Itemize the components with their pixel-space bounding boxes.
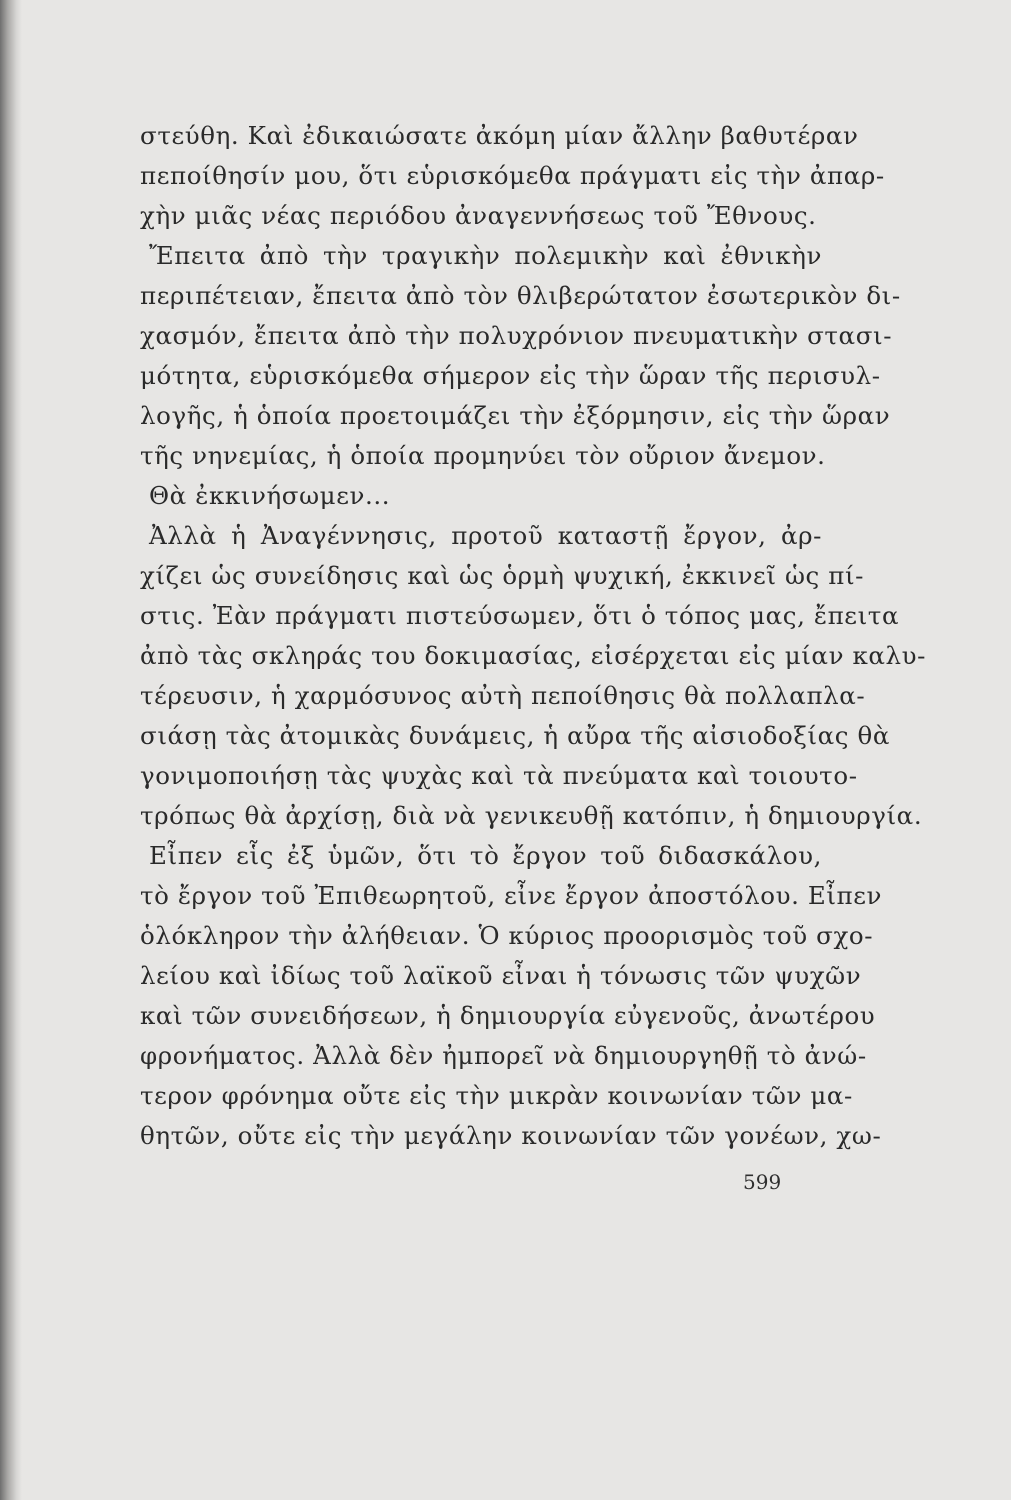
text-line: γονιμοποιήσῃ τὰς ψυχὰς καὶ τὰ πνεύματα καὶ τοιουτο- (140, 761, 858, 790)
text-line: Ἀλλὰ ἡ Ἀναγέννησις, προτοῦ καταστῇ ἔργον, ἀρ- (149, 521, 822, 550)
text-line: χασμόν, ἔπειτα ἀπὸ τὴν πολυχρόνιον πνευματικὴν στασι- (140, 321, 893, 350)
text-line: μότητα, εὑρισκόμεθα σήμερον εἰς τὴν ὥραν τῆς περισυλ- (140, 361, 881, 390)
text-line: θητῶν, οὔτε εἰς τὴν μεγάλην κοινωνίαν τῶν γονέων, χω- (140, 1121, 882, 1150)
text-line: λογῆς, ἡ ὁποία προετοιμάζει τὴν ἐξόρμησιν, εἰς τὴν ὥραν (140, 401, 891, 430)
text-line: στις. Ἐὰν πράγματι πιστεύσωμεν, ὅτι ὁ τόπος μας, ἔπειτα (140, 601, 900, 630)
text-line: Ἔπειτα ἀπὸ τὴν τραγικὴν πολεμικὴν καὶ ἐθνικὴν (149, 241, 822, 270)
text-line: λείου καὶ ἰδίως τοῦ λαϊκοῦ εἶναι ἡ τόνωσις τῶν ψυχῶν (140, 961, 862, 990)
text-line: τέρευσιν, ἡ χαρμόσυνος αὐτὴ πεποίθησις θὰ πολλαπλα- (140, 681, 866, 710)
text-line: ἀπὸ τὰς σκληράς του δοκιμασίας, εἰσέρχεται εἰς μίαν καλυ- (140, 641, 927, 670)
text-line: περιπέτειαν, ἔπειτα ἀπὸ τὸν θλιβερώτατον ἐσωτερικὸν δι- (140, 281, 901, 310)
text-line: τρόπως θὰ ἀρχίσῃ, διὰ νὰ γενικευθῇ κατόπιν, ἡ δημιουργία. (140, 801, 923, 830)
text-line: τῆς νηνεμίας, ἡ ὁποία προμηνύει τὸν οὔριον ἄνεμον. (140, 441, 826, 470)
text-line: στεύθη. Καὶ ἐδικαιώσατε ἀκόμη μίαν ἄλλην βαθυτέραν (140, 121, 859, 150)
text-line: πεποίθησίν μου, ὅτι εὑρισκόμεθα πράγματι εἰς τὴν ἀπαρ- (140, 161, 885, 190)
text-line: Θὰ ἐκκινήσωμεν... (149, 481, 391, 510)
text-line: χὴν μιᾶς νέας περιόδου ἀναγεννήσεως τοῦ Ἔθνους. (140, 201, 817, 230)
text-line: φρονήματος. Ἀλλὰ δὲν ἠμπορεῖ νὰ δημιουργηθῇ τὸ ἀνώ- (140, 1041, 867, 1070)
page-number: 599 (743, 1170, 782, 1194)
text-line: σιάσῃ τὰς ἀτομικὰς δυνάμεις, ἡ αὔρα τῆς αἰσιοδοξίας θὰ (140, 721, 890, 750)
text-line: Εἶπεν εἷς ἐξ ὑμῶν, ὅτι τὸ ἔργον τοῦ διδασκάλου, (149, 841, 822, 870)
text-line: ὁλόκληρον τὴν ἀλήθειαν. Ὁ κύριος προορισμὸς τοῦ σχο- (140, 921, 874, 950)
page-binding-edge (0, 0, 22, 1500)
page-text-block (140, 116, 927, 1156)
text-line: καὶ τῶν συνειδήσεων, ἡ δημιουργία εὐγενοῦς, ἀνωτέρου (140, 1001, 876, 1030)
text-line: τερον φρόνημα οὔτε εἰς τὴν μικρὰν κοινωνίαν τῶν μα- (140, 1081, 853, 1110)
text-line: τὸ ἔργον τοῦ Ἐπιθεωρητοῦ, εἶνε ἔργον ἀποστόλου. Εἶπεν (140, 881, 883, 910)
text-line: χίζει ὡς συνείδησις καὶ ὡς ὁρμὴ ψυχική, ἐκκινεῖ ὡς πί- (140, 561, 865, 590)
